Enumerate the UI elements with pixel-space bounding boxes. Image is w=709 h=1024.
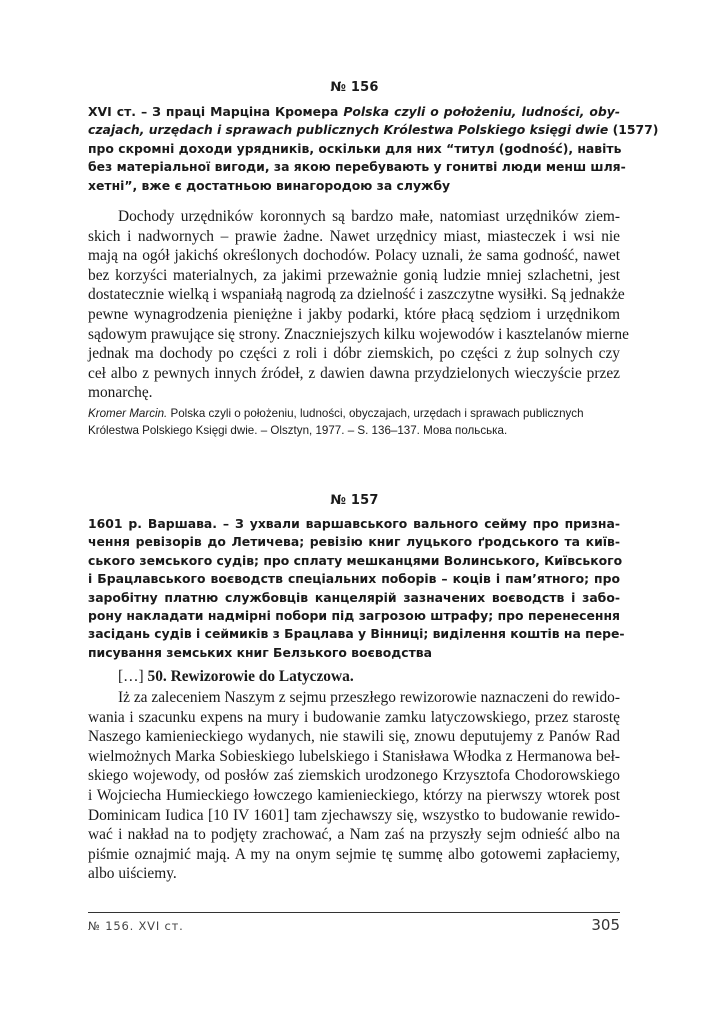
citation-author: Kromer Marcin. (88, 407, 168, 420)
document-heading-156 (88, 103, 659, 195)
source-citation-156 (88, 405, 620, 439)
running-footer: № 156. XVI ст. (88, 919, 184, 933)
text-line: skiego wojewody, od posłów zaś ziemskich urodzonego Krzysztofa Chodorowskiego (88, 767, 620, 785)
text-line: Naszego kamienieckiego wydanych, nie stawili się, znowu deputujemy z Panów Rad (88, 728, 620, 746)
text-line: Iż za zaleceniem Naszym z sejmu przeszłego rewizorowie naznaczeni do rewido- (118, 689, 620, 706)
text-line: mają na ogół jakichś określonych dochodów. Polacy uznali, że sama godność, nawet (88, 247, 620, 265)
heading-line: ського земського судів; про сплату мешканцями Волинського, Київського (88, 552, 623, 568)
text-line: dostatecznie wielką i wspaniałą nagrodą za dzielność i zaszczytne wysiłki. Są jednakże (88, 286, 625, 304)
document-number-157: № 157 (330, 493, 379, 508)
text-line: Dominicam Iudica [10 IV 1601] tam zjechawszy się, wszystko to budowanie rewido- (88, 806, 620, 824)
heading-line: хетні”, вже є достатньою винагородою за службу (88, 177, 451, 193)
heading-line: XVI ст. – З праці Марціна Кромера Polska czyli o położeniu, ludności, oby- (88, 104, 621, 119)
document-heading-157 (88, 515, 625, 662)
text-line: wania i szacunku expens na mury i budowanie zamku latyczowskiego, przez starostę (88, 708, 620, 726)
text-line: wielmożnych Marka Sobieskiego lubelskiego i Stanisława Włodka z Hermanowa beł- (88, 747, 620, 765)
text-line: Dochody urzędników koronnych są bardzo małe, natomiast urzędników ziem- (118, 208, 620, 225)
text-line: bez korzyści materialnych, za jakimi przeważnie gonią ludzie mniej szlachetni, jest (88, 266, 620, 284)
footer-rule (88, 912, 620, 913)
document-number-156: № 156 (330, 80, 379, 95)
heading-line: і Брацлавського воєводств спеціальних поборів – коців і пам’ятного; про (88, 571, 620, 587)
document-text-156 (88, 207, 629, 403)
heading-line: засідань судів і сеймиків з Брацлава у Вінниці; виділення коштів на пере- (88, 626, 625, 642)
text-line: albo uiściemy. (88, 865, 177, 883)
heading-line: чення ревізорів до Летичева; ревізію книг луцького ґродського та київ- (88, 534, 620, 550)
text-line: sądowym prawujące się strony. Znaczniejszych kilku wojewodów i kasztelanów mierne (88, 325, 629, 343)
citation-line: Królestwa Polskiego Księgi dwie. – Olsztyn, 1977. – S. 136–137. Мова польська. (88, 424, 508, 437)
heading-line: czajach, urzędach i sprawach publicznych Królestwa Polskiego księgi dwie (1577) (88, 122, 659, 138)
text-line: wać i nakład na to podjęty zrachować, a Nam zaś na przyszły sejm odnieść albo na (88, 826, 620, 844)
heading-line: про скромні доходи урядників, оскільки для них “титул (godność), навіть (88, 140, 622, 156)
text-line: ceł albo z pewnych innych źródeł, z dawien dawna przydzielonych wieczyście przez (88, 364, 620, 382)
text-line: jednak ma dochody po części z roli i dóbr ziemskich, po części z żup solnych czy (88, 345, 620, 363)
citation-line: Kromer Marcin. Polska czyli o położeniu, ludności, obyczajach, urzędach i sprawach publicznych (88, 407, 584, 420)
heading-line: 1601 р. Варшава. – З ухвали варшавського вального сейму про призна- (88, 516, 620, 531)
text-line: monarchę. (88, 384, 153, 402)
heading-line: без матеріальної вигоди, за якою перебувають у гонитві люди менш шля- (88, 159, 626, 175)
text-line: pewne wynagrodzenia pieniężne i jakby podarki, które płacą sędziom i urzędnikom (88, 305, 620, 323)
heading-line: рону накладати надмірні побори під загрозою штрафу; про перенесення (88, 608, 620, 624)
text-line: skich i nadwornych – prawie żadne. Nawet urzędnicy miast, miasteczek i wsi nie (88, 227, 620, 245)
heading-line: заробітну платню службовців канцелярій зазначених воєводств і забо- (88, 589, 620, 605)
document-text-157 (88, 688, 620, 884)
text-line: i Wojciecha Humieckiego łowczego kamienieckiego, którzy na pierwszy wtorek post (88, 786, 620, 804)
subsection-title: […] 50. Rewizorowie do Latyczowa. (118, 668, 354, 685)
heading-line: писування земських книг Белзького воєводства (88, 644, 432, 660)
page-number: 305 (591, 916, 620, 934)
text-line: piśmie oznajmić mają. A my na onym sejmie tę summę albo gotowemi zapłaciemy, (88, 845, 620, 863)
